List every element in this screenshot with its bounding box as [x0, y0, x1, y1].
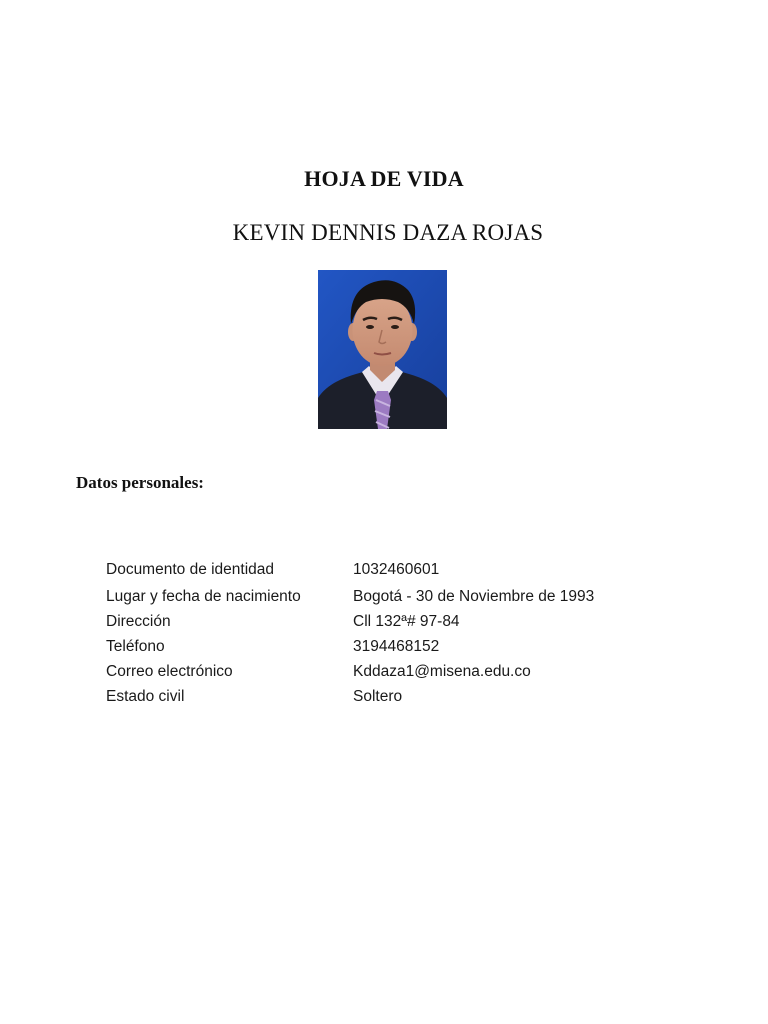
info-row-id-document	[106, 557, 594, 583]
portrait-photo-icon	[318, 270, 447, 429]
info-row-birth	[106, 585, 594, 610]
info-label: Lugar y fecha de nacimiento	[106, 588, 301, 606]
document-title: HOJA DE VIDA	[304, 166, 464, 191]
info-value: Kddaza1@misena.edu.co	[353, 662, 531, 680]
info-value: Bogotá - 30 de Noviembre de 1993	[353, 588, 595, 606]
info-row-email	[106, 659, 594, 684]
info-value: 3194468152	[353, 637, 440, 655]
info-row-marital-status	[106, 684, 594, 709]
info-row-phone	[106, 635, 594, 660]
info-label: Teléfono	[106, 637, 165, 655]
personal-data-heading: Datos personales:	[76, 473, 204, 492]
portrait-photo	[318, 270, 447, 429]
info-label: Documento de identidad	[106, 561, 275, 578]
info-row-address	[106, 610, 594, 635]
info-label: Estado civil	[106, 687, 185, 705]
info-value: Soltero	[353, 687, 403, 705]
info-value: Cll 132ª# 97-84	[353, 613, 460, 631]
person-name: KEVIN DENNIS DAZA ROJAS	[232, 220, 544, 245]
info-label: Correo electrónico	[106, 662, 233, 680]
info-label: Dirección	[106, 613, 171, 631]
personal-data-table	[106, 557, 594, 709]
info-value: 1032460601	[353, 561, 440, 578]
